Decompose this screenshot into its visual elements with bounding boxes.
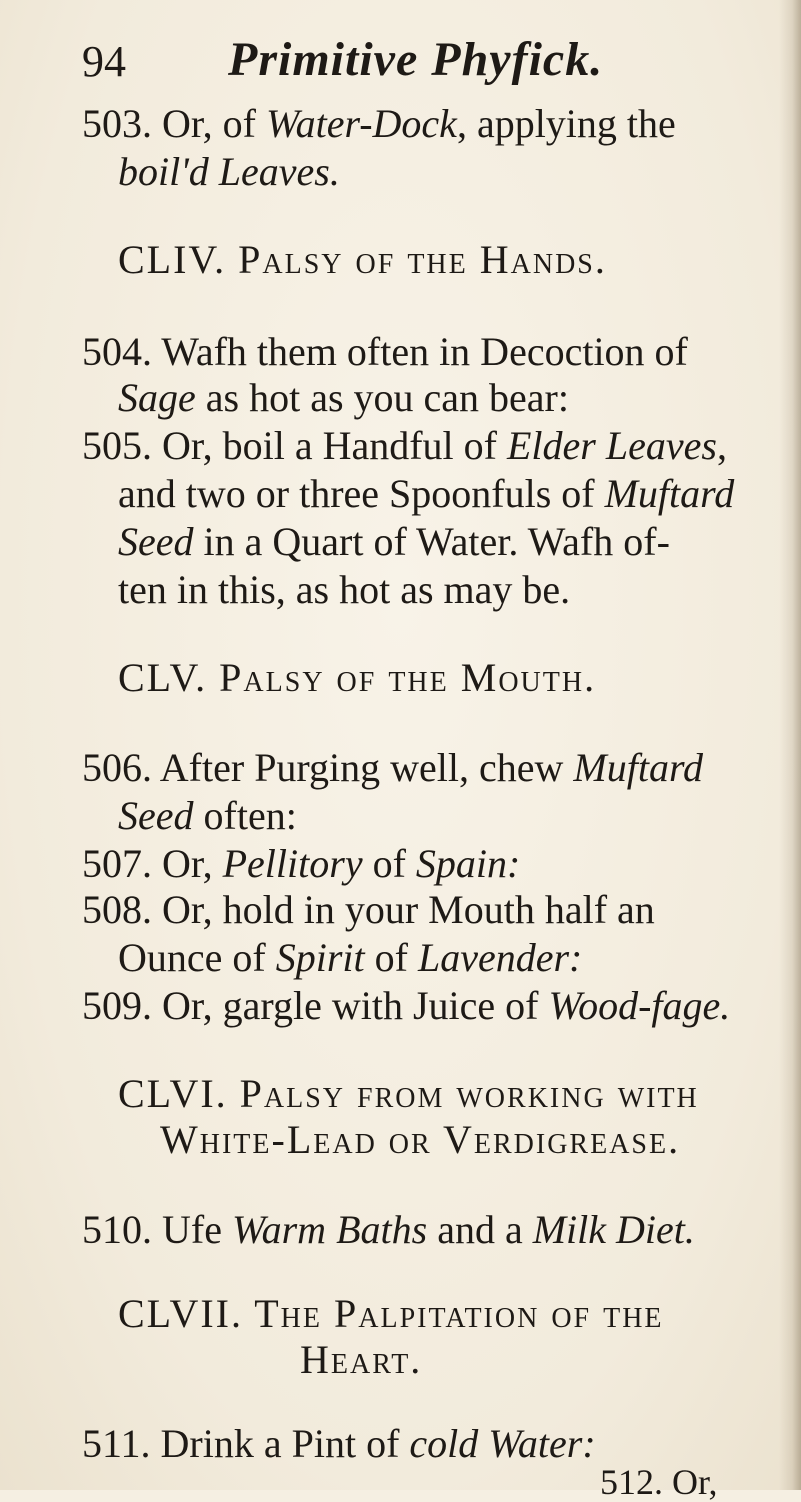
page-edge-shadow <box>779 0 801 1490</box>
entry-509: 509. Or, gargle with Juice of Wood-fage. <box>82 983 731 1028</box>
section-heading-clv: CLV. Palsy of the Mouth. <box>118 655 597 700</box>
entry-503-line-2: boil'd Leaves. <box>118 149 340 194</box>
entry-506-line-2: Seed often: <box>118 793 297 838</box>
entry-505-line-4: ten in this, as hot as may be. <box>118 567 571 612</box>
section-heading-clvi-line-2: White-Lead or Verdigrease. <box>160 1117 681 1162</box>
section-heading-clvi-line-1: CLVI. Palsy from working with <box>118 1071 699 1116</box>
entry-507: 507. Or, Pellitory of Spain: <box>82 841 521 886</box>
entry-504-line-2: Sage as hot as you can bear: <box>118 375 569 420</box>
entry-505-line-2: and two or three Spoonfuls of Muftard <box>118 471 735 516</box>
entry-511: 511. Drink a Pint of cold Water: <box>82 1421 596 1466</box>
entry-510: 510. Ufe Warm Baths and a Milk Diet. <box>82 1207 695 1252</box>
section-heading-cliv: CLIV. Palsy of the Hands. <box>118 237 607 282</box>
entry-506-line-1: 506. After Purging well, chew Muftard <box>82 745 704 790</box>
catchword: 512. Or, <box>600 1462 718 1502</box>
entry-508-line-1: 508. Or, hold in your Mouth half an <box>82 887 655 932</box>
page-number: 94 <box>82 37 126 86</box>
entry-504-line-1: 504. Wafh them often in Decoction of <box>82 329 688 374</box>
running-title: Primitive Phyfick. <box>228 33 604 86</box>
entry-503-line-1: 503. Or, of Water-Dock, applying the <box>82 101 676 146</box>
entry-505-line-1: 505. Or, boil a Handful of Elder Leaves, <box>82 423 727 468</box>
section-heading-clvii-line-2: Heart. <box>300 1337 423 1382</box>
entry-508-line-2: Ounce of Spirit of Lavender: <box>118 935 583 980</box>
section-heading-clvii-line-1: CLVII. The Palpitation of the <box>118 1291 664 1336</box>
entry-505-line-3: Seed in a Quart of Water. Wafh of- <box>118 519 670 564</box>
